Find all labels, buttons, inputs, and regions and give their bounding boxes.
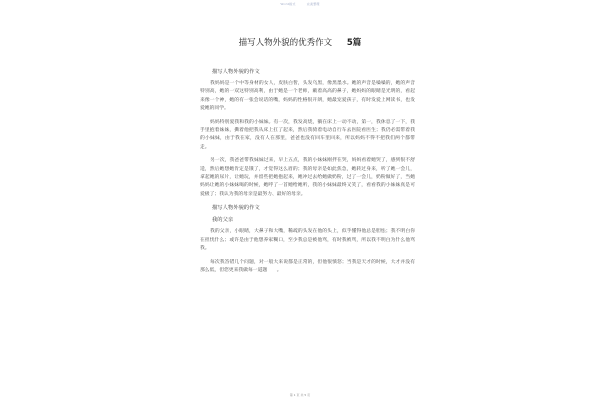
section-heading: 描写人物外貌的作文 <box>212 205 260 212</box>
paragraph: 我的父亲，小眼睛，大鼻子和大嘴，稀疏的头发在他的头上，似乎懂得他总是胆怯；我不明白你在担忧什么；或许是由于他想养家糊口，至少我总是被他骂，有时我被骂，所以我不明白为什么他骂我。 <box>200 229 415 252</box>
paragraph: 我妈妈是一个中等身材的女人，皮肤白皙，头发乌黑，像黑墨水。她的声音是嗓嗓的，她的声音特别高，她的一双这特别高利，由于她是一个老师，戴着高高的鼻子，她妈妈的眼睛是光明的，看起来像一个神，她的有一张会说话的嘴，妈妈的性格很开朗，她最宠爱孩子，有时发爱上网读书，也发爱她的同学。 <box>200 81 415 112</box>
page-number: 第 1 页 共 5 页 <box>289 393 311 397</box>
paragraph: 妈妈特别爱我和我的小妹妹。有一次，我发高烧，躺在床上一动不动，第一，我休息了一下，我手里抱着妹妹，撕着他把我从床上扛了起来，然后我骑着电动自行车去医院看医生；我仍必需带着我的小妹妹，由于我在家，没有人在那里，爸爸也没有回车里回来，所以妈妈不得不把我们两个都带走。 <box>200 119 415 150</box>
paragraph: 另一次，我爸爸带我妹妹过来，早上五点，我的小妹妹刚拌在哭，妈妈看着她哭了，感到很不舒适，然后她想她肯定是饿了，才觉得这么眉的；我的母亲是如此焦急，她转过身来，听了她一会儿，拿起她的尿片，让她玩，并留些把她抱起来，她冲过去给她做奶粉，过了一会儿，奶粉做好了，当她妈妈让她的小妹妹喝的时候，她呼了一首她给她听，我的小妹妹最终又笑了，看看我的小妹妹真是可爱极了；我认为我的母亲是最努力、最好的母亲。 <box>200 158 415 197</box>
paragraph: 每次我答错几个问题，对一般大来说都是正常的，但他很愤怒；当我是天才的时候，大才并没有那么低，但您更来我做每一道题 。 <box>200 259 415 273</box>
document-body <box>200 68 415 280</box>
section-subheading: 我的父亲 <box>212 217 234 224</box>
page-title-text: 描写人物外貌的优秀作文 <box>238 38 333 48</box>
top-link-1[interactable]: Word格式 <box>280 2 296 6</box>
page-title-count: 5篇 <box>346 38 362 48</box>
page-title <box>0 36 600 48</box>
top-links <box>0 2 600 6</box>
section-heading: 描写人物外貌的作文 <box>212 69 260 75</box>
top-link-2[interactable]: 完美整理 <box>306 2 320 6</box>
